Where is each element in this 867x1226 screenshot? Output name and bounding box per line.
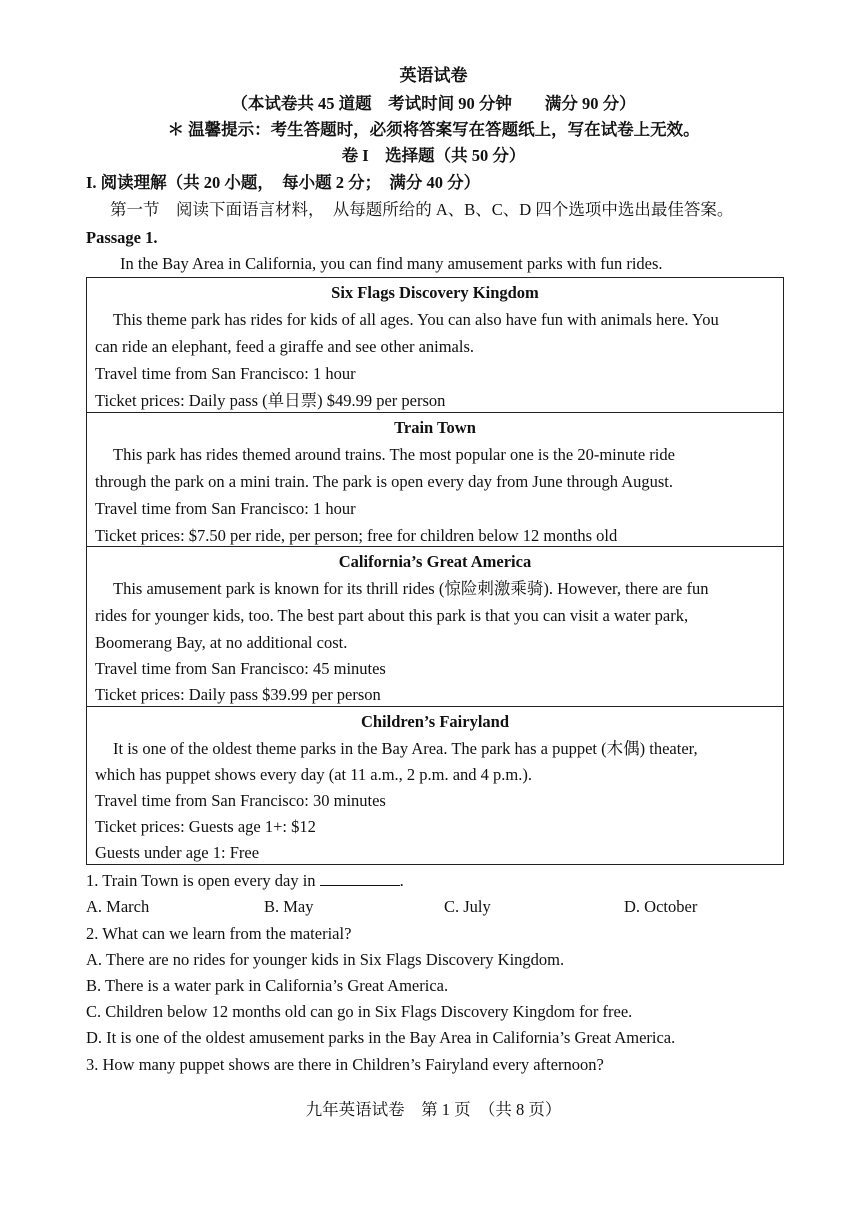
park-description: It is one of the oldest theme parks in the Bay Area. The park has a puppet (木偶) theater, [113,739,698,758]
option-a: A. There are no rides for younger kids in Six Flags Discovery Kingdom. [86,950,565,969]
question-stem-end: . [399,871,404,890]
option-b: B. There is a water park in California’s Great America. [86,976,449,995]
exam-notice: ＊ 温馨提示：考生答题时，必须将答案写在答题纸上，写在试卷上无效。 [167,120,700,139]
question-3: 3. How many puppet shows are there in Children’s Fairyland every afternoon? [86,1055,604,1074]
question-1 [86,871,404,891]
option-b: B. May [264,897,314,916]
page-footer: 九年英语试卷 第 1 页 （共 8 页） [305,1100,562,1119]
option-a: A. March [86,897,150,916]
park-ticket-price: Ticket prices: Daily pass (单日票) $49.99 per person [95,391,446,410]
park-section [87,707,783,864]
option-d: D. October [624,897,698,916]
park-description: Boomerang Bay, at no additional cost. [95,633,348,652]
park-description: can ride an elephant, feed a giraffe and see other animals. [95,337,475,356]
park-description: This park has rides themed around trains. The most popular one is the 20-minute ride [113,445,675,464]
exam-info: （本试卷共 45 道题 考试时间 90 分钟 满分 90 分） [231,94,636,113]
option-c: C. July [444,897,491,916]
park-ticket-note: Guests under age 1: Free [95,843,260,862]
answer-blank [320,871,400,886]
option-d: D. It is one of the oldest amusement parks in the Bay Area in California’s Great America. [86,1028,676,1047]
park-description: This theme park has rides for kids of all ages. You can also have fun with animals here. You [113,310,719,329]
park-name: California’s Great America [338,552,532,571]
park-description: which has puppet shows every day (at 11 a.m., 2 p.m. and 4 p.m.). [95,765,533,784]
passage-intro: In the Bay Area in California, you can find many amusement parks with fun rides. [120,254,663,273]
option-c: C. Children below 12 months old can go in Six Flags Discovery Kingdom for free. [86,1002,633,1021]
park-name: Six Flags Discovery Kingdom [331,283,539,302]
passage-label: Passage 1. [86,228,158,247]
section-instruction: 第一节 阅读下面语言材料， 从每题所给的 A、B、C、D 四个选项中选出最佳答案。 [110,200,734,219]
park-name: Train Town [394,418,476,437]
park-name: Children’s Fairyland [360,712,510,731]
park-travel-time: Travel time from San Francisco: 1 hour [95,499,356,518]
park-ticket-price: Ticket prices: Daily pass $39.99 per person [95,685,381,704]
park-section [87,278,783,413]
park-description: through the park on a mini train. The park is open every day from June through August. [95,472,673,491]
park-description: rides for younger kids, too. The best part about this park is that you can visit a water park, [95,606,689,625]
exam-title: 英语试卷 [399,66,468,85]
park-description: This amusement park is known for its thrill rides (惊险刺激乘骑). However, there are fun [113,579,709,598]
park-section [87,413,783,547]
park-ticket-price: Ticket prices: Guests age 1+: $12 [95,817,316,836]
volume-heading: 卷 I 选择题（共 50 分） [341,146,526,165]
park-travel-time: Travel time from San Francisco: 1 hour [95,364,356,383]
park-travel-time: Travel time from San Francisco: 30 minutes [95,791,386,810]
park-section [87,547,783,707]
park-ticket-price: Ticket prices: $7.50 per ride, per person; free for children below 12 months old [95,526,618,545]
question-2: 2. What can we learn from the material? [86,924,352,943]
section-heading: I. 阅读理解（共 20 小题， 每小题 2 分； 满分 40 分） [86,173,481,192]
question-stem: 1. Train Town is open every day in [86,871,316,890]
park-travel-time: Travel time from San Francisco: 45 minutes [95,659,386,678]
parks-table [86,277,784,865]
